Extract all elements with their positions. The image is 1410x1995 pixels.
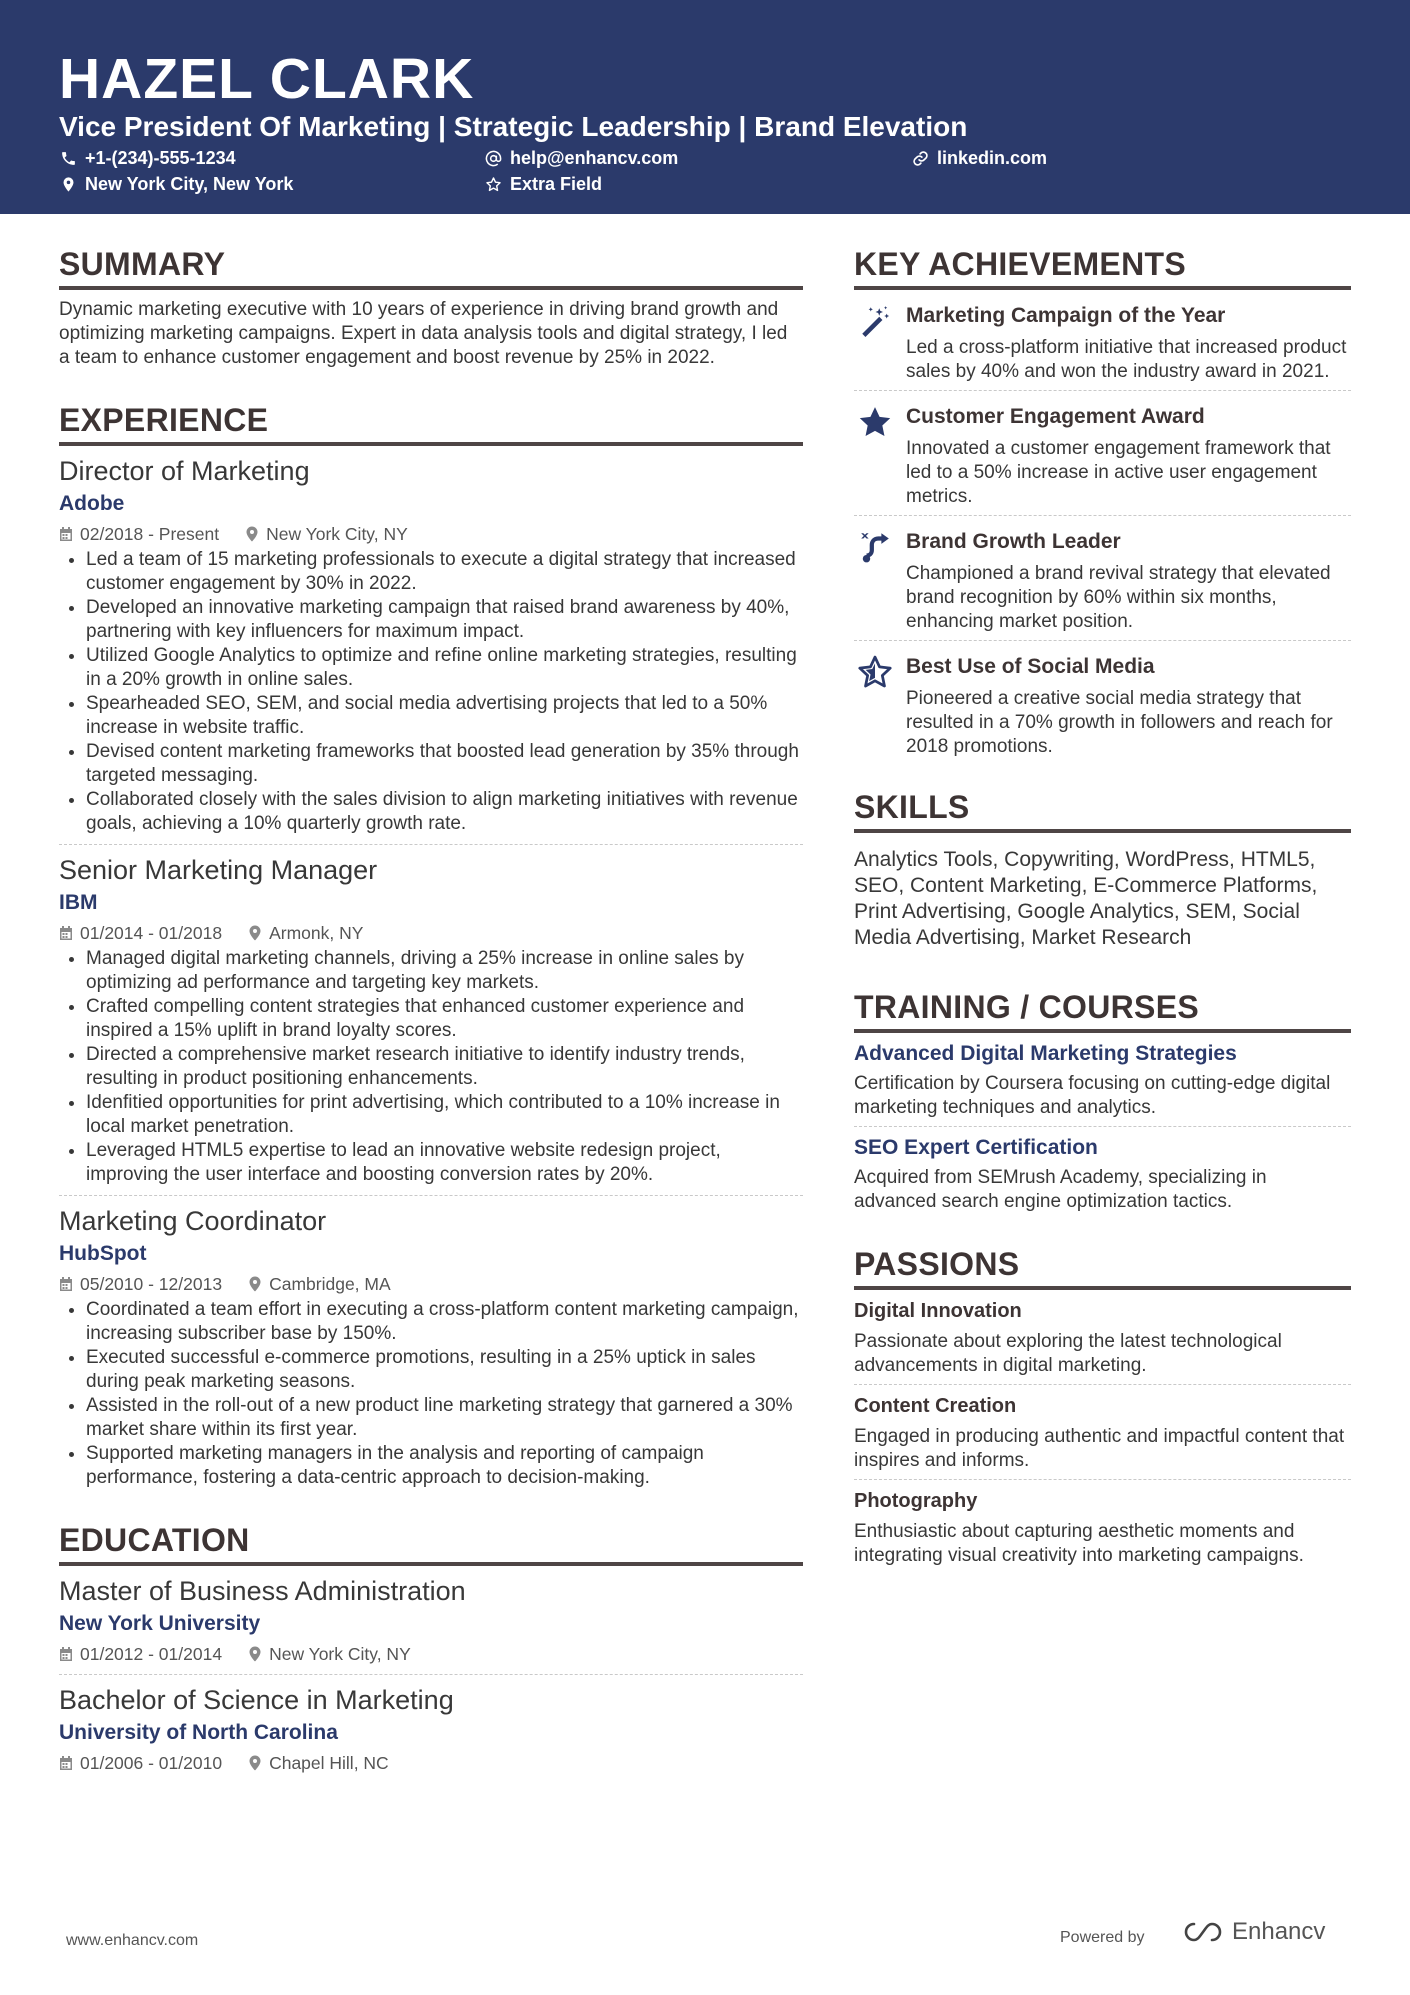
job-title: Director of Marketing [59,456,310,486]
achievement-desc: Championed a brand revival strategy that elevated brand recognition by 60% within six months, enhancing market position. [906,563,1331,632]
education-dates-text: 01/2006 - 01/2010 [80,1753,223,1773]
calendar-icon [59,1276,73,1292]
enhancv-logo-icon [1180,1918,1226,1946]
education-meta [59,1642,803,1666]
section-title: EXPERIENCE [59,400,803,446]
link-icon [912,150,929,167]
bullet: • Collaborated closely with the sales division to align marketing initiatives with revenue goals, achieving a 10% quarterly growth rate. [86,788,803,836]
bullet: • Led a team of 15 marketing professionals to execute a digital strategy that increased customer engagement by 30% in 2022. [86,548,803,596]
education-dates-text: 01/2012 - 01/2014 [80,1644,223,1664]
degree-title: Bachelor of Science in Marketing [59,1685,454,1715]
contact-location [60,173,293,195]
education-location-text: New York City, NY [269,1644,411,1664]
candidate-tagline: Vice President Of Marketing | Strategic Leadership | Brand Elevation [59,111,968,142]
course-title: SEO Expert Certification [854,1136,1098,1159]
bullet: • Developed an innovative marketing campaign that raised brand awareness by 40%, partnering with key influencers for maximum impact. [86,596,803,644]
job-meta [59,522,803,546]
location-pin-icon [245,526,259,542]
achievement-item [854,391,1351,516]
passion-title: Digital Innovation [854,1300,1022,1322]
section-title: SUMMARY [59,244,803,290]
powered-by-label: Powered by [1060,1929,1145,1946]
bullet: • Directed a comprehensive market research initiative to identify industry trends, resulting in product positioning enhancements. [86,1043,803,1091]
job-dates [59,522,219,546]
section-title: SKILLS [854,787,1351,833]
achievements-section [854,244,1351,765]
achievement-title: Customer Engagement Award [906,405,1205,428]
achievement-body [906,403,1351,509]
education-location-text: Chapel Hill, NC [269,1753,389,1773]
magic-wand-icon [854,302,906,384]
bullet: • Assisted in the roll-out of a new product line marketing strategy that garnered a 30% market share within its first year. [86,1394,803,1442]
job-dates [59,1272,222,1296]
company-name: Adobe [59,492,125,515]
contact-phone [60,147,236,169]
job-entry [59,1204,803,1498]
summary-text: Dynamic marketing executive with 10 years of experience in driving brand growth and optimizing marketing campaigns. Expert in data analysis tools and digital strategy, I led a team to enhance customer engagement and boost revenue by 25% in 2022. [59,299,788,368]
education-location [248,1751,389,1775]
job-dates-text: 01/2014 - 01/2018 [80,923,223,943]
location-pin-icon [60,176,77,193]
achievement-item [854,290,1351,391]
job-location-text: Armonk, NY [269,923,364,943]
course-item [854,1127,1351,1220]
skills-section [854,787,1351,951]
route-icon [854,528,906,634]
right-column [854,244,1351,1574]
contact-linkedin[interactable] [912,147,1047,169]
passion-title: Photography [854,1490,978,1512]
at-sign-icon [485,150,502,167]
brand-name: Enhancv [1232,1918,1326,1945]
education-meta [59,1751,803,1775]
education-section [59,1520,803,1783]
section-title: TRAINING / COURSES [854,987,1351,1033]
calendar-icon [59,925,73,941]
passions-section [854,1244,1351,1574]
education-location [248,1642,411,1666]
job-dates-text: 05/2010 - 12/2013 [80,1274,223,1294]
training-section [854,987,1351,1220]
star-outline-icon [854,653,906,759]
job-bullets [59,548,803,836]
achievement-desc: Led a cross-platform initiative that increased product sales by 40% and won the industry award in 2021. [906,337,1347,382]
bullet: • Idenfitied opportunities for print advertising, which contributed to a 10% increase in local market penetration. [86,1091,803,1139]
job-dates [59,921,222,945]
job-entry [59,853,803,1196]
job-entry [59,454,803,845]
education-entry [59,1683,803,1783]
achievement-body [906,653,1351,759]
candidate-name: HAZEL CLARK [59,47,475,111]
left-column [59,244,803,1783]
extra-text: Extra Field [510,174,603,194]
school-name: New York University [59,1612,261,1635]
course-desc: Certification by Coursera focusing on cutting-edge digital marketing techniques and analytics. [854,1073,1331,1118]
job-location-text: Cambridge, MA [269,1274,391,1294]
job-location-text: New York City, NY [266,524,408,544]
job-title: Marketing Coordinator [59,1206,327,1236]
job-bullets [59,1298,803,1490]
company-name: IBM [59,891,98,914]
calendar-icon [59,1646,73,1662]
passion-desc: Passionate about exploring the latest technological advancements in digital marketing. [854,1331,1282,1376]
course-desc: Acquired from SEMrush Academy, specializing in advanced search engine optimization tactics. [854,1167,1267,1212]
location-pin-icon [248,925,262,941]
degree-title: Master of Business Administration [59,1576,466,1606]
job-meta [59,1272,803,1296]
passion-item [854,1480,1351,1574]
course-title: Advanced Digital Marketing Strategies [854,1042,1237,1065]
achievement-desc: Innovated a customer engagement framework that led to a 50% increase in active user engagement metrics. [906,438,1331,507]
education-dates [59,1751,222,1775]
job-location [248,1272,391,1296]
achievement-title: Brand Growth Leader [906,530,1121,553]
location-pin-icon [248,1646,262,1662]
course-item [854,1033,1351,1127]
achievement-title: Marketing Campaign of the Year [906,304,1226,327]
passion-title: Content Creation [854,1395,1017,1417]
location-pin-icon [248,1276,262,1292]
contact-extra [485,173,602,195]
job-bullets [59,947,803,1187]
achievement-body [906,302,1351,384]
job-location [248,921,363,945]
bullet: • Devised content marketing frameworks that boosted lead generation by 35% through targeted messaging. [86,740,803,788]
location-text: New York City, New York [85,174,294,194]
bullet: • Utilized Google Analytics to optimize and refine online marketing strategies, resulting in a 20% growth in online sales. [86,644,803,692]
achievement-body [906,528,1351,634]
passion-item [854,1290,1351,1385]
passion-desc: Engaged in producing authentic and impactful content that inspires and informs. [854,1426,1345,1471]
calendar-icon [59,1755,73,1771]
job-title: Senior Marketing Manager [59,855,378,885]
achievement-desc: Pioneered a creative social media strategy that resulted in a 70% growth in followers and reach for 2018 promotions. [906,688,1333,757]
company-name: HubSpot [59,1242,147,1265]
job-location [245,522,408,546]
experience-section [59,400,803,1498]
bullet: • Managed digital marketing channels, driving a 25% increase in online sales by optimizing ad performance and targeting key markets. [86,947,803,995]
star-icon [854,403,906,509]
linkedin-text[interactable]: linkedin.com [937,148,1048,168]
email-text[interactable]: help@enhancv.com [510,148,679,168]
section-title: PASSIONS [854,1244,1351,1290]
achievement-title: Best Use of Social Media [906,655,1155,678]
achievement-item [854,641,1351,765]
education-entry [59,1574,803,1675]
section-title: KEY ACHIEVEMENTS [854,244,1351,290]
school-name: University of North Carolina [59,1721,338,1744]
bullet: • Supported marketing managers in the analysis and reporting of campaign performance, fostering a data-centric approach to decision-making. [86,1442,803,1490]
achievement-item [854,516,1351,641]
passion-item [854,1385,1351,1480]
location-pin-icon [248,1755,262,1771]
star-outline-icon [485,176,502,193]
section-title: EDUCATION [59,1520,803,1566]
contact-email[interactable] [485,147,678,169]
resume-header [0,0,1410,214]
education-dates [59,1642,222,1666]
phone-text: +1-(234)-555-1234 [85,148,236,168]
calendar-icon [59,526,73,542]
bullet: • Spearheaded SEO, SEM, and social media advertising projects that led to a 50% increase in website traffic. [86,692,803,740]
bullet: • Leveraged HTML5 expertise to lead an innovative website redesign project, improving the user interface and boosting conversion rates by 20%. [86,1139,803,1187]
phone-icon [60,150,77,167]
job-meta [59,921,803,945]
skills-text: Analytics Tools, Copywriting, WordPress, HTML5, SEO, Content Marketing, E-Commerce Platforms, Print Advertising, Google Analytics, SEM, Social Media Advertising, Market Research [854,848,1318,949]
footer-url[interactable]: www.enhancv.com [66,1932,199,1949]
bullet: • Coordinated a team effort in executing a cross-platform content marketing campaign, increasing subscriber base by 150%. [86,1298,803,1346]
bullet: • Executed successful e-commerce promotions, resulting in a 25% uptick in sales during peak marketing seasons. [86,1346,803,1394]
bullet: • Crafted compelling content strategies that enhanced customer experience and inspired a 15% uplift in brand loyalty scores. [86,995,803,1043]
summary-section [59,244,803,370]
enhancv-logo[interactable] [1180,1918,1325,1946]
job-dates-text: 02/2018 - Present [80,524,220,544]
passion-desc: Enthusiastic about capturing aesthetic moments and integrating visual creativity into marketing campaigns. [854,1521,1304,1566]
